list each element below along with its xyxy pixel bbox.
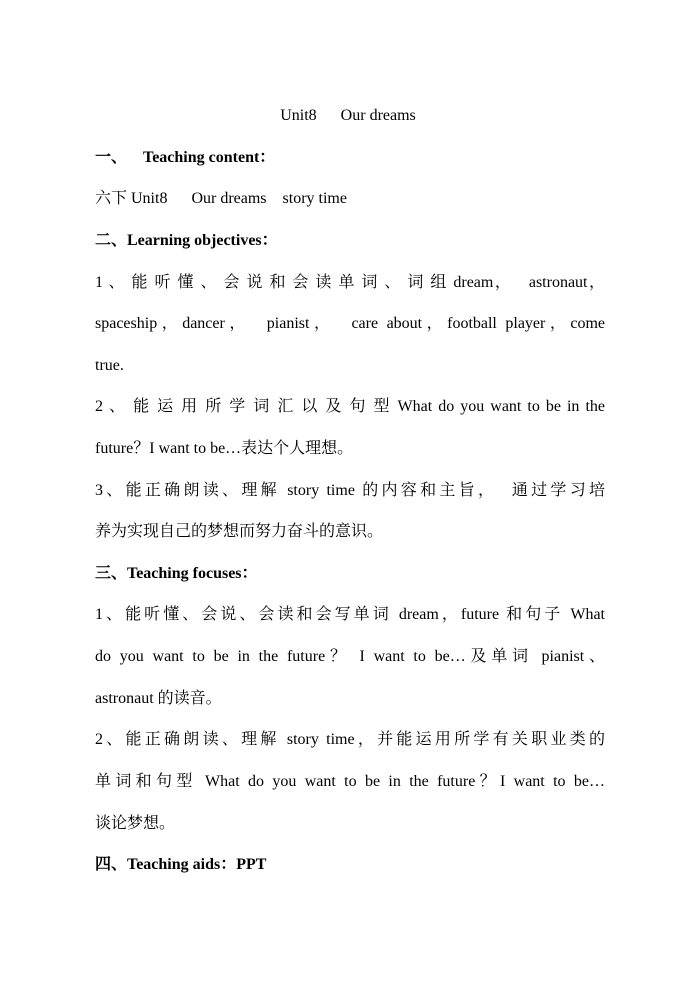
focus-line: astronaut 的读音。 bbox=[95, 690, 222, 707]
section-heading-teaching-aids: 四、Teaching aids：PPT bbox=[95, 856, 267, 873]
focus-line: 谈论梦想。 bbox=[95, 815, 176, 832]
section-heading-teaching-content: 一、 Teaching content： bbox=[95, 149, 276, 166]
document-title: Unit8 Our dreams bbox=[280, 107, 416, 124]
objective-line: 1 、 能 听 懂 、 会 说 和 会 读 单 词 、 词 组 dream， astronaut， bbox=[95, 274, 605, 291]
objective-line: future？I want to be…表达个人理想。 bbox=[95, 440, 354, 457]
objective-line: spaceship，dancer， pianist， care about，football player，come bbox=[95, 315, 605, 332]
focus-line: 2、能正确朗读、理解 story time，并能运用所学有关职业类的 bbox=[95, 731, 605, 748]
objective-line: 3、能正确朗读、理解 story time 的内容和主旨， 通过学习培 bbox=[95, 482, 605, 499]
section-heading-teaching-focuses: 三、Teaching focuses： bbox=[95, 565, 258, 582]
objective-line: 养为实现自己的梦想而努力奋斗的意识。 bbox=[95, 523, 384, 540]
objective-line: true. bbox=[95, 357, 124, 374]
focus-line: do you want to be in the future？ I want to be…及单词 pianist、 bbox=[95, 648, 605, 665]
focus-line: 单词和句型 What do you want to be in the future？I want to be… bbox=[95, 773, 605, 790]
focus-line: 1、能听懂、会说、会读和会写单词 dream，future 和句子 What bbox=[95, 606, 605, 623]
content-line: 六下 Unit8 Our dreams story time bbox=[95, 190, 347, 207]
objective-line: 2 、 能 运 用 所 学 词 汇 以 及 句 型 What do you want to be in the bbox=[95, 398, 605, 415]
section-heading-learning-objectives: 二、Learning objectives： bbox=[95, 232, 278, 249]
